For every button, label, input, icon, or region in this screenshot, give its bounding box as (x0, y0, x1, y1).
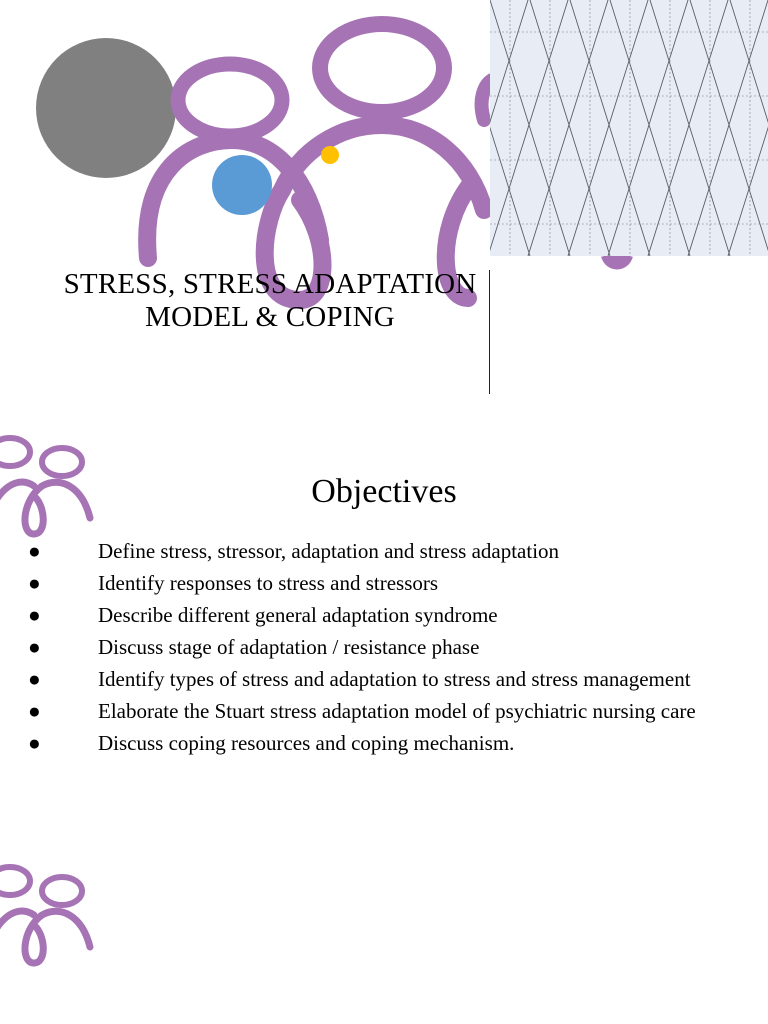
bullet-icon: ● (28, 539, 41, 563)
yellow-dot-shape (321, 146, 339, 164)
title-slide (0, 0, 768, 400)
slide-title (40, 268, 500, 334)
bullet-icon: ● (28, 571, 41, 595)
figure-head (0, 867, 30, 895)
figure-head (320, 24, 444, 112)
list-item (0, 634, 768, 661)
bullet-icon: ● (28, 731, 41, 755)
title-line-1: STRESS, STRESS ADAPTATION (63, 268, 477, 300)
list-item-text: Identify types of stress and adaptation to stress and stress management (98, 667, 691, 691)
figure-body (25, 911, 90, 963)
bullet-icon: ● (28, 667, 41, 691)
people-decoration-bottom (0, 855, 120, 1015)
blue-circle-shape (212, 155, 272, 215)
objectives-list (0, 538, 768, 762)
list-item (0, 570, 768, 597)
figure-leg (34, 927, 43, 963)
title-line-2: MODEL & COPING (145, 301, 395, 333)
list-item (0, 602, 768, 629)
list-item (0, 666, 768, 693)
list-item-text: Identify responses to stress and stressors (98, 571, 439, 595)
list-item-text: Describe different general adaptation syndrome (98, 603, 498, 627)
list-item (0, 538, 768, 565)
list-item-text: Discuss stage of adaptation / resistance phase (98, 635, 480, 659)
figure-head (178, 64, 282, 136)
objectives-heading: Objectives (311, 473, 457, 510)
bullet-icon: ● (28, 603, 41, 627)
geometric-pattern (490, 0, 768, 256)
gray-circle-shape (36, 38, 176, 178)
figure-head (0, 438, 30, 466)
list-item (0, 698, 768, 725)
list-item-text: Elaborate the Stuart stress adaptation model of psychiatric nursing care (98, 699, 696, 723)
figure-foot (604, 256, 630, 267)
figure-head (42, 877, 82, 905)
bullet-icon: ● (28, 635, 41, 659)
bullet-icon: ● (28, 699, 41, 723)
list-item-text: Discuss coping resources and coping mechanism. (98, 731, 515, 755)
list-item (0, 730, 768, 757)
list-item-text: Define stress, stressor, adaptation and stress adaptation (98, 539, 560, 563)
objectives-slide (0, 400, 768, 1024)
